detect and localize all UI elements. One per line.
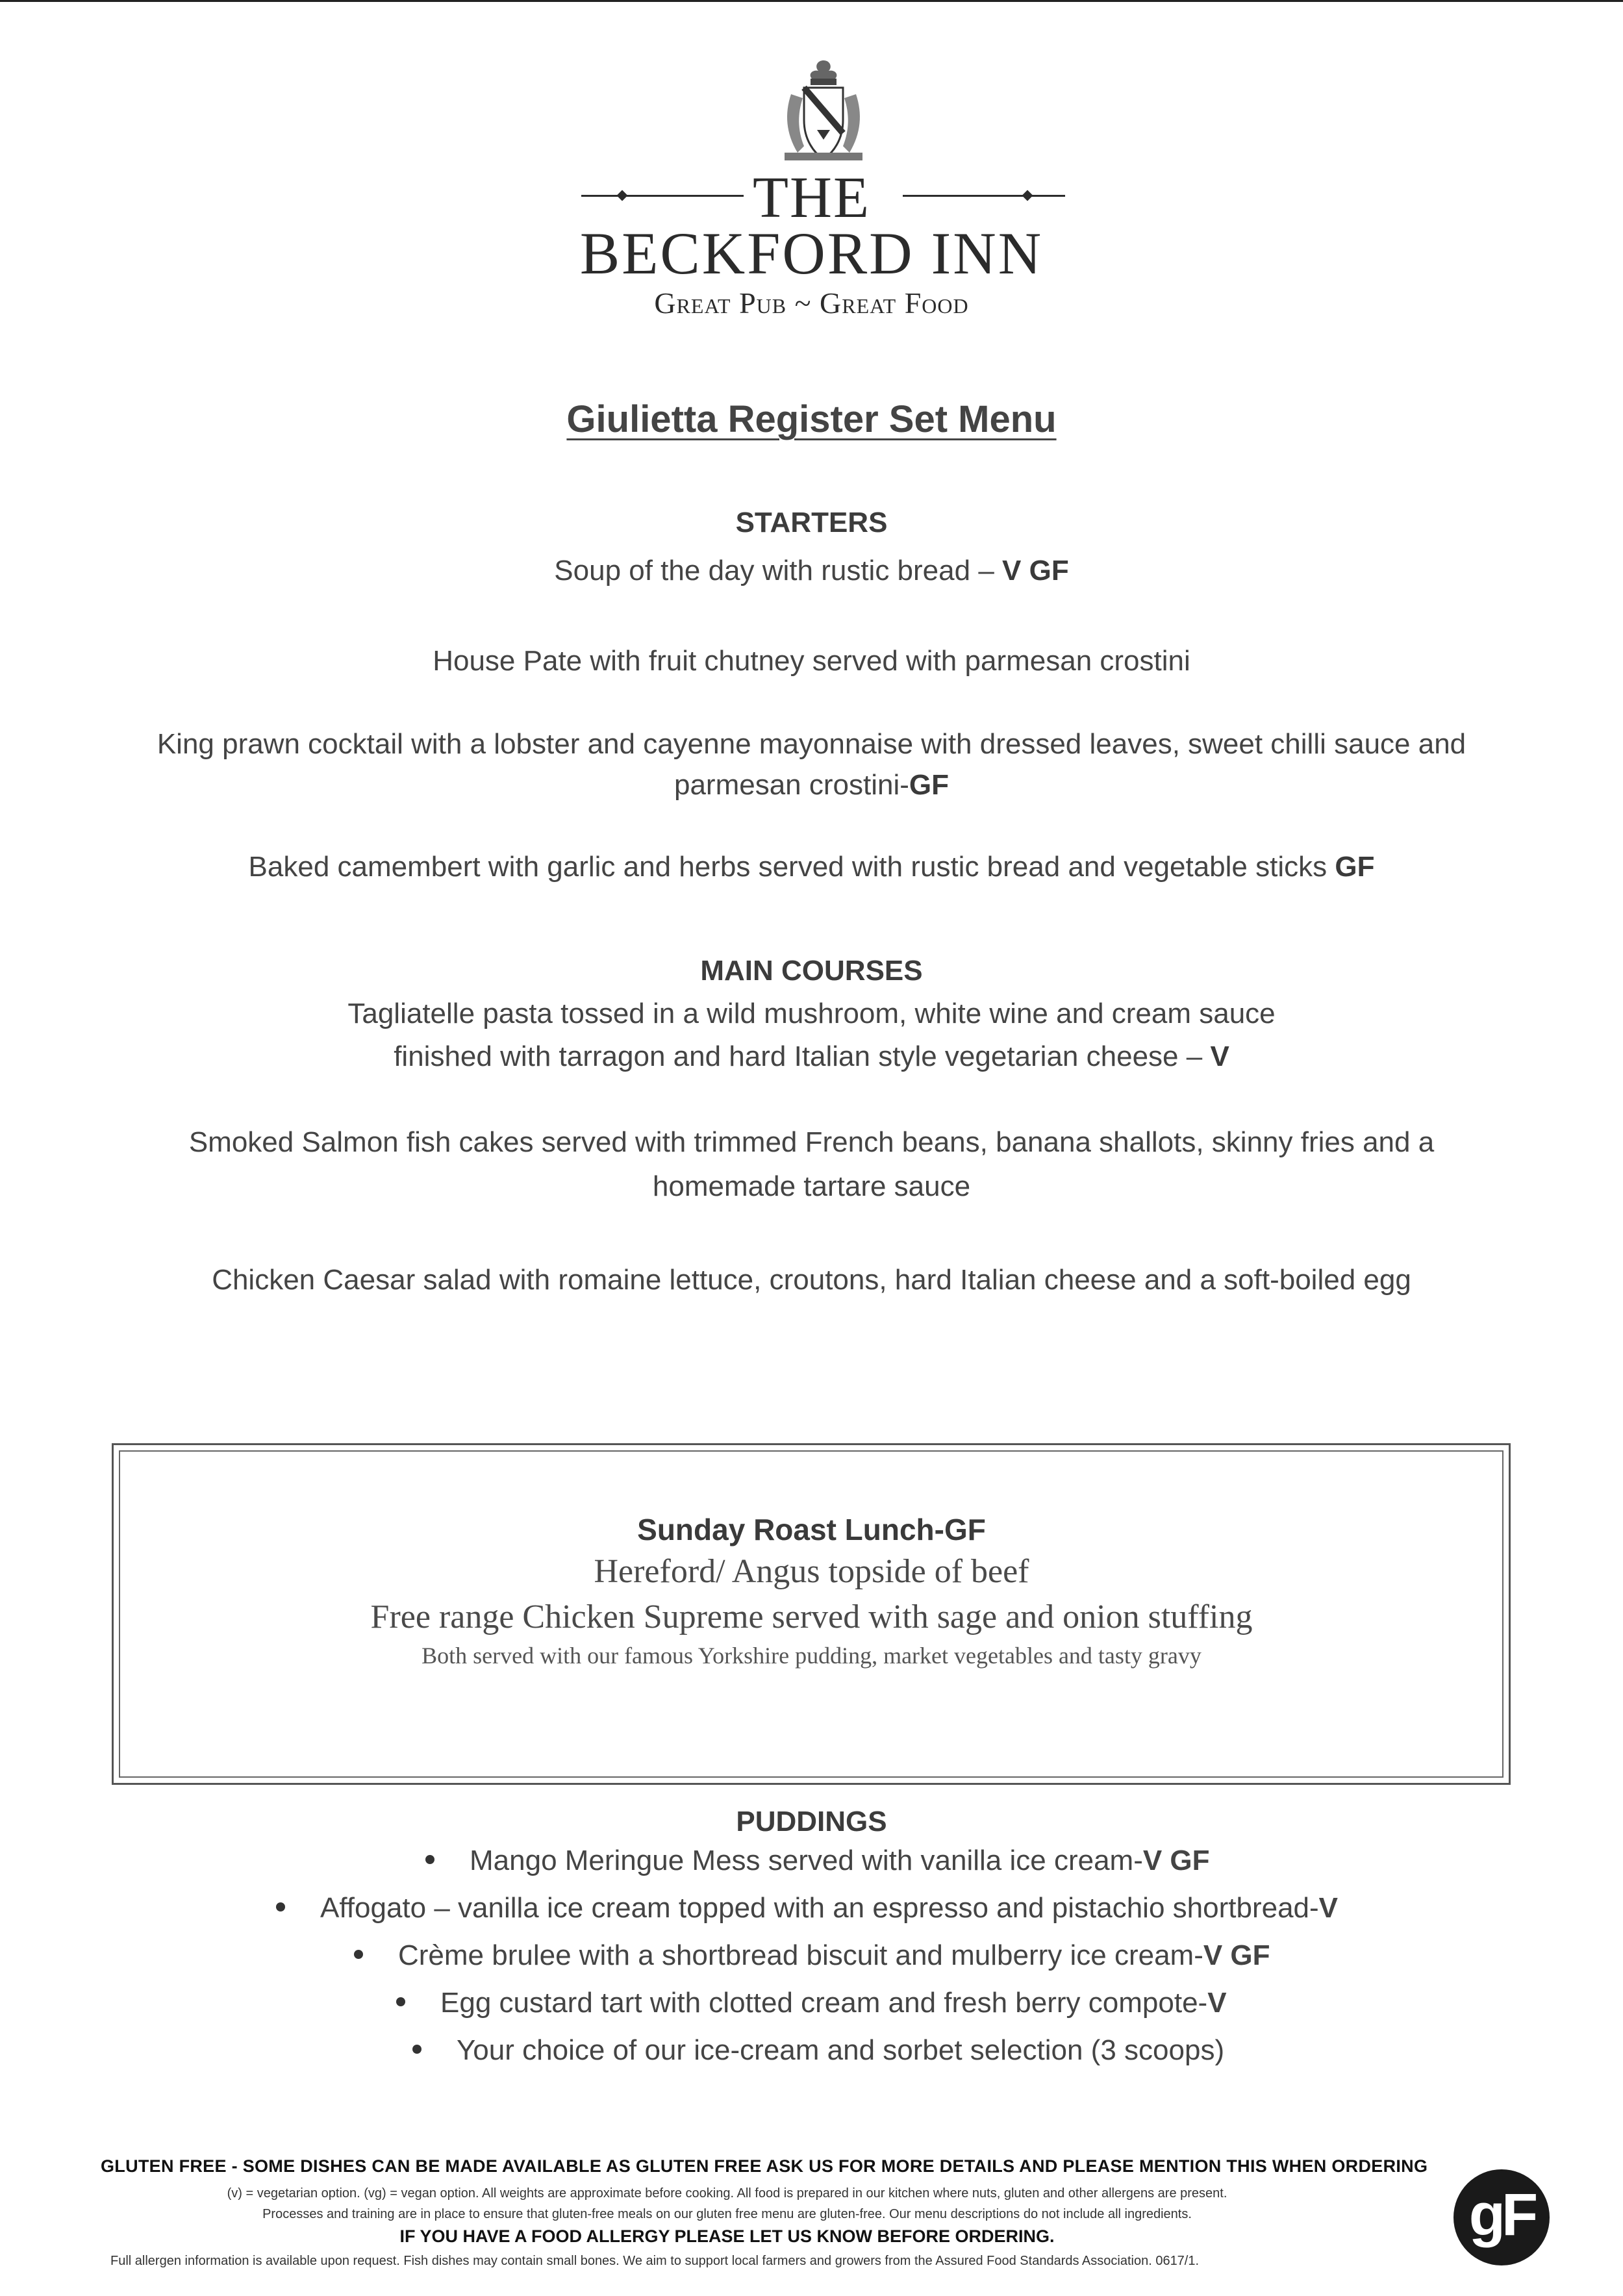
menu-title: Giulietta Register Set Menu — [566, 398, 1057, 440]
logo-name: BECKFORD INN — [579, 220, 1044, 286]
pudding-item: Affogato – vanilla ice cream topped with an espresso and pistachio shortbread-V — [276, 1892, 1338, 1924]
bullet-icon — [354, 1950, 363, 1959]
starter-item-cont: parmesan crostini-GF — [673, 769, 949, 801]
bullet-icon — [276, 1902, 285, 1911]
roast-title: Sunday Roast Lunch-GF — [637, 1513, 986, 1546]
starter-item: Soup of the day with rustic bread – V GF — [554, 555, 1069, 587]
pudding-item: Egg custard tart with clotted cream and fresh berry compote-V — [396, 1987, 1227, 2019]
roast-line: Free range Chicken Supreme served with sage and onion stuffing — [370, 1598, 1253, 1635]
starter-item: House Pate with fruit chutney served with parmesan crostini — [433, 645, 1190, 677]
footer-allergy-warning: IF YOU HAVE A FOOD ALLERGY PLEASE LET US KNOW BEFORE ORDERING. — [399, 2227, 1055, 2246]
pudding-item: Mango Meringue Mess served with vanilla ice cream-V GF — [425, 1845, 1210, 1877]
pudding-item: Your choice of our ice-cream and sorbet selection (3 scoops) — [412, 2034, 1224, 2067]
puddings-heading: PUDDINGS — [736, 1806, 887, 1837]
main-item: Smoked Salmon fish cakes served with trimmed French beans, banana shallots, skinny fries and a — [188, 1126, 1435, 1158]
roast-line: Hereford/ Angus topside of beef — [594, 1553, 1029, 1590]
main-item-cont: finished with tarragon and hard Italian style vegetarian cheese – V — [394, 1041, 1229, 1072]
main-item-cont: homemade tartare sauce — [652, 1170, 971, 1202]
starter-item: Baked camembert with garlic and herbs served with rustic bread and vegetable sticks GF — [248, 851, 1375, 883]
footer-note: Full allergen information is available upon request. Fish dishes may contain small bones. We aim to support local farmers and growers from the Assured Food Standards Association. 0617/1. — [110, 2254, 1200, 2268]
footer-note: (v) = vegetarian option. (vg) = vegan option. All weights are approximate before cooking. All food is prepared in our kitchen where nuts, gluten and other allergens are present. — [227, 2186, 1227, 2201]
logo-tagline: Great Pub ~ Great Food — [654, 286, 969, 320]
bullet-icon — [425, 1855, 434, 1864]
footer-gluten-free: GLUTEN FREE - SOME DISHES CAN BE MADE AVAILABLE AS GLUTEN FREE ASK US FOR MORE DETAILS AND PLEASE MENTION THIS WHEN ORDERING — [101, 2156, 1428, 2176]
footer-note: Processes and training are in place to ensure that gluten-free meals on our gluten free menu are gluten-free. Our menu descriptions do not include all ingredients. — [262, 2207, 1192, 2221]
pudding-item: Crème brulee with a shortbread biscuit and mulberry ice cream-V GF — [354, 1939, 1270, 1972]
mains-heading: MAIN COURSES — [700, 955, 923, 987]
logo-the: THE — [753, 166, 870, 230]
top-border — [0, 0, 1623, 2]
main-item: Chicken Caesar salad with romaine lettuce, croutons, hard Italian cheese and a soft-boiled egg — [212, 1264, 1411, 1296]
main-item: Tagliatelle pasta tossed in a wild mushroom, white wine and cream sauce — [347, 998, 1276, 1029]
starters-heading: STARTERS — [735, 507, 888, 538]
bullet-icon — [412, 2045, 421, 2054]
roast-note: Both served with our famous Yorkshire pudding, market vegetables and tasty gravy — [421, 1643, 1202, 1669]
bullet-icon — [396, 1997, 405, 2006]
crest-icon — [772, 55, 875, 166]
starter-item: King prawn cocktail with a lobster and cayenne mayonnaise with dressed leaves, sweet chilli sauce and — [157, 728, 1466, 760]
gluten-free-badge-icon: gF — [1453, 2169, 1550, 2265]
